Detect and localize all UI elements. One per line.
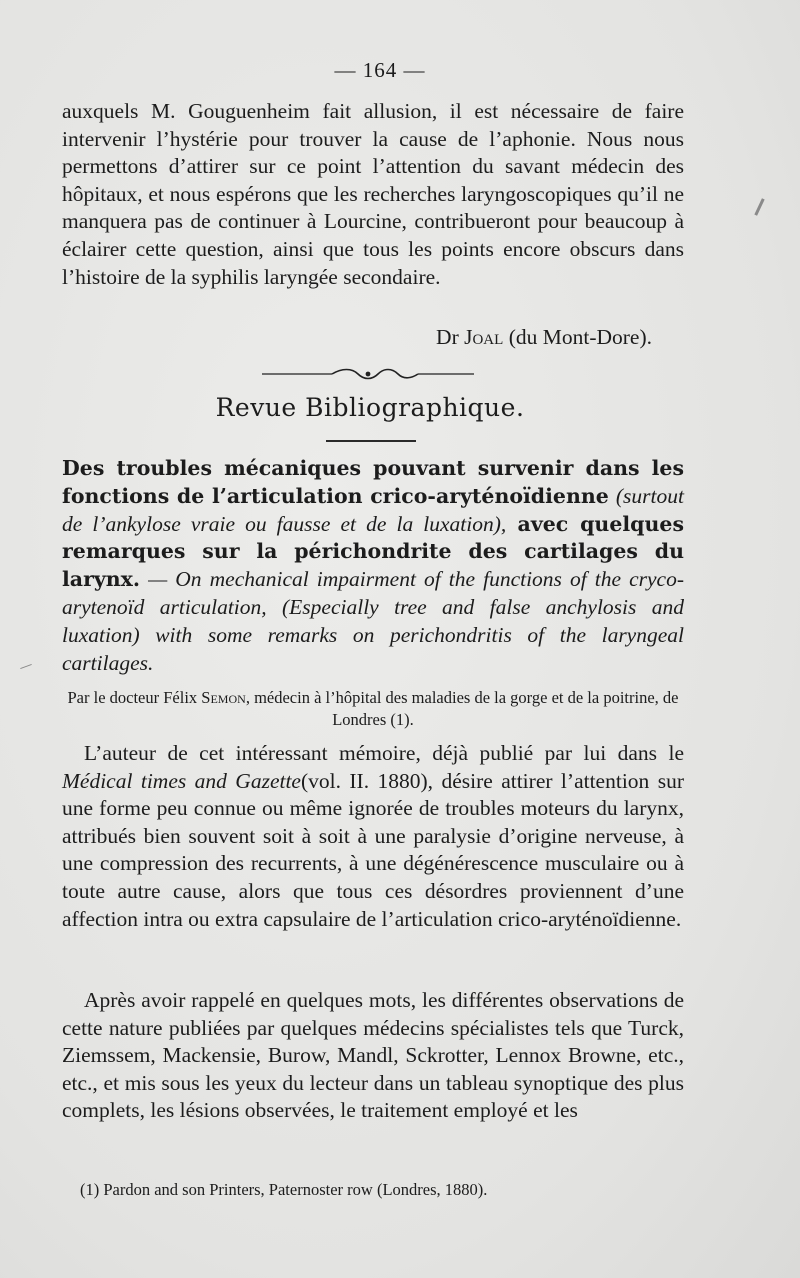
paragraph-continuation: auxquels M. Gouguenheim fait allusion, il est nécessaire de faire intervenir l’hystérie pour trouver la cause de l’aphonie. Nous nous permettons d’attirer sur ce point l’attention du savant médecin des hôpitaux, et nous espérons que les recherches laryngoscopiques qu’il ne manquera pas de continuer à Lourcine, contribueront pour beaucoup à éclairer cette question, ainsi que tous les points encore obscurs dans l’histoire de la syphilis laryngée secondaire. [62, 99, 684, 289]
margin-mark [20, 664, 32, 669]
ornament-divider-icon [262, 366, 474, 382]
article-title-french-2: avec quelques remarques sur la périchondrite des cartilages du larynx. [62, 511, 684, 592]
article-title-english: — On mechanical impairment of the functions of the cryco-arytenoïd articulation, (Especially tree and false anchylosis and luxation) with some remarks on perichondritis of the laryngeal cartilages. [62, 567, 684, 675]
signature-prefix: Dr [436, 325, 465, 349]
article-title-french-1: Des troubles mécaniques pouvant survenir dans les fonctions de l’articulation crico-aryténoïdienne [62, 456, 684, 508]
paragraph-2-text-a: L’auteur de cet intéressant mémoire, déjà publié par lui dans le [84, 741, 684, 765]
footnote: (1) Pardon and son Printers, Paternoster row (Londres, 1880). [80, 1180, 488, 1199]
signature-suffix: (du Mont-Dore). [503, 325, 652, 349]
author-signature [436, 325, 652, 350]
byline-prefix: Par le docteur Félix [67, 688, 202, 707]
section-title: Revue Bibliographique. [215, 393, 525, 422]
journal-title: Médical times and Gazette [62, 768, 301, 793]
page-number: — 164 — [334, 58, 426, 82]
signature-name: Joal [464, 325, 504, 349]
article-heading [62, 455, 684, 677]
title-underline [326, 440, 416, 442]
paragraph-2-text-b: (vol. II. 1880), désire attirer l’attention sur une forme peu connue ou même ignorée de troubles moteurs du larynx, attribués bien souvent soit à soit à une paralysie d’origine nerveuse, à une compression des recurrents, à une dégénérescence musculaire ou à toute autre cause, alors que tous ces désordres proviennent d’une affection intra ou extra capsulaire de l’articulation crico-aryténoïdienne. [62, 768, 684, 931]
paragraph-review-1 [62, 740, 684, 933]
byline-suffix: , médecin à l’hôpital des maladies de la gorge et de la poitrine, de Londres (1). [245, 688, 679, 729]
margin-mark [754, 198, 764, 216]
byline-author: Semon [201, 688, 246, 707]
article-byline [62, 687, 684, 731]
paragraph-review-2: Après avoir rappelé en quelques mots, les différentes observations de cette nature publiées par quelques médecins spécialistes tels que Turck, Ziemssem, Mackensie, Burow, Mandl, Sckrotter, Lennox Browne, etc., etc., et mis sous les yeux du lecteur dans un tableau synoptique des plus complets, les lésions observées, le traitement employé et les [62, 988, 684, 1123]
article-title-french-italic: (surtout de l’ankylose vraie ou fausse et de la luxation), [62, 483, 684, 536]
